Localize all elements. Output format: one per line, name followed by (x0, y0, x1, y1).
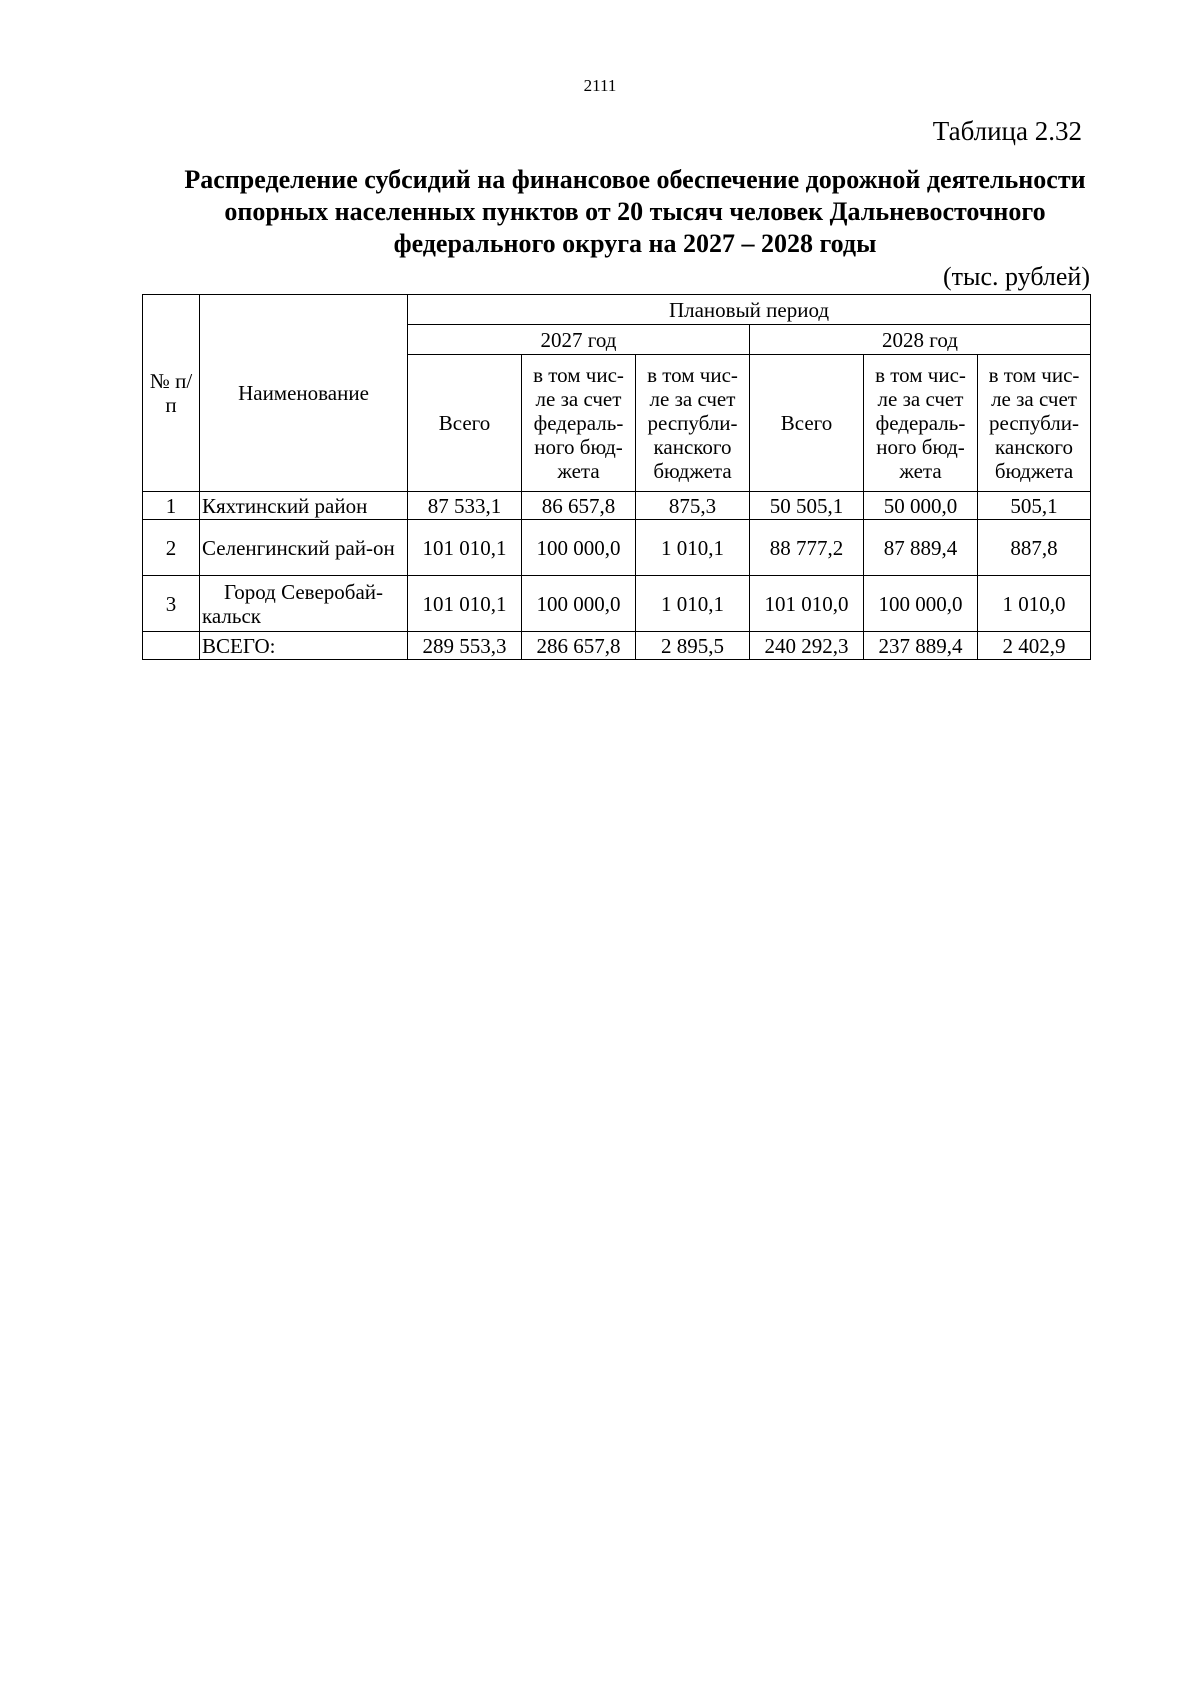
cell-2027-total: 289 553,3 (408, 632, 522, 660)
cell-2027-federal: 100 000,0 (522, 576, 636, 632)
header-line: ного бюд- (876, 435, 965, 459)
header-line: республи- (989, 411, 1079, 435)
cell-2028-federal: 237 889,4 (864, 632, 978, 660)
cell-2028-federal: 50 000,0 (864, 492, 978, 520)
header-line: ле за счет (649, 387, 736, 411)
row-name: Кяхтинский район (200, 492, 408, 520)
cell-2028-total: 240 292,3 (750, 632, 864, 660)
header-line: в том чис- (647, 363, 738, 387)
cell-2028-total: 88 777,2 (750, 520, 864, 576)
cell-2028-republic: 887,8 (978, 520, 1091, 576)
table-row (143, 492, 1091, 520)
header-planned-period: Плановый период (408, 295, 1091, 325)
table-row (143, 520, 1091, 576)
row-num: 1 (143, 492, 200, 520)
cell-2027-total: 101 010,1 (408, 576, 522, 632)
header-year-2028: 2028 год (750, 325, 1091, 355)
header-line: канского (995, 435, 1073, 459)
header-row-1 (143, 295, 1091, 325)
cell-2027-total: 101 010,1 (408, 520, 522, 576)
cell-2027-federal: 100 000,0 (522, 520, 636, 576)
header-2028-republic (978, 355, 1091, 492)
row-name: ВСЕГО: (200, 632, 408, 660)
header-line: ле за счет (877, 387, 964, 411)
table-label: Таблица 2.32 (932, 116, 1082, 146)
page-number: 2111 (583, 76, 617, 95)
header-line: федераль- (875, 411, 966, 435)
cell-2028-republic: 2 402,9 (978, 632, 1091, 660)
header-line: ле за счет (991, 387, 1077, 411)
header-line: ного бюд- (534, 435, 623, 459)
cell-2028-republic: 1 010,0 (978, 576, 1091, 632)
header-2027-total: Всего (408, 355, 522, 492)
header-line: канского (653, 435, 732, 459)
header-2028-federal (864, 355, 978, 492)
cell-2028-republic: 505,1 (978, 492, 1091, 520)
subsidy-table (142, 294, 1091, 660)
header-line: ле за счет (535, 387, 622, 411)
units-label: (тыс. рублей) (942, 262, 1090, 291)
cell-2027-republic: 875,3 (636, 492, 750, 520)
cell-2027-republic: 1 010,1 (636, 576, 750, 632)
cell-2027-total: 87 533,1 (408, 492, 522, 520)
header-num: № п/п (143, 295, 200, 492)
header-line: бюджета (994, 459, 1074, 483)
header-2027-republic (636, 355, 750, 492)
row-name: Селенгинский рай-он (200, 520, 408, 576)
header-name: Наименование (200, 295, 408, 492)
header-line: федераль- (533, 411, 624, 435)
row-name: Город Северобай-кальск (200, 576, 408, 632)
cell-2028-federal: 87 889,4 (864, 520, 978, 576)
header-line: жета (899, 459, 942, 483)
row-num (143, 632, 200, 660)
row-num: 3 (143, 576, 200, 632)
header-year-2027: 2027 год (408, 325, 750, 355)
row-num: 2 (143, 520, 200, 576)
cell-2028-federal: 100 000,0 (864, 576, 978, 632)
table-title: Распределение субсидий на финансовое обеспечение дорожной деятельности опорных населенных пунктов от 20 тысяч человек Дальневосточного федерального округа на 2027 – 2028 годы (184, 165, 1086, 258)
header-line: в том чис- (988, 363, 1080, 387)
cell-2027-federal: 286 657,8 (522, 632, 636, 660)
cell-2027-republic: 2 895,5 (636, 632, 750, 660)
total-row (143, 632, 1091, 660)
cell-2028-total: 101 010,0 (750, 576, 864, 632)
table-row (143, 576, 1091, 632)
header-line: жета (557, 459, 600, 483)
header-line: в том чис- (875, 363, 966, 387)
header-line: бюджета (653, 459, 732, 483)
header-2028-total: Всего (750, 355, 864, 492)
header-line: в том чис- (533, 363, 624, 387)
header-line: республи- (647, 411, 738, 435)
cell-2028-total: 50 505,1 (750, 492, 864, 520)
cell-2027-federal: 86 657,8 (522, 492, 636, 520)
cell-2027-republic: 1 010,1 (636, 520, 750, 576)
header-2027-federal (522, 355, 636, 492)
